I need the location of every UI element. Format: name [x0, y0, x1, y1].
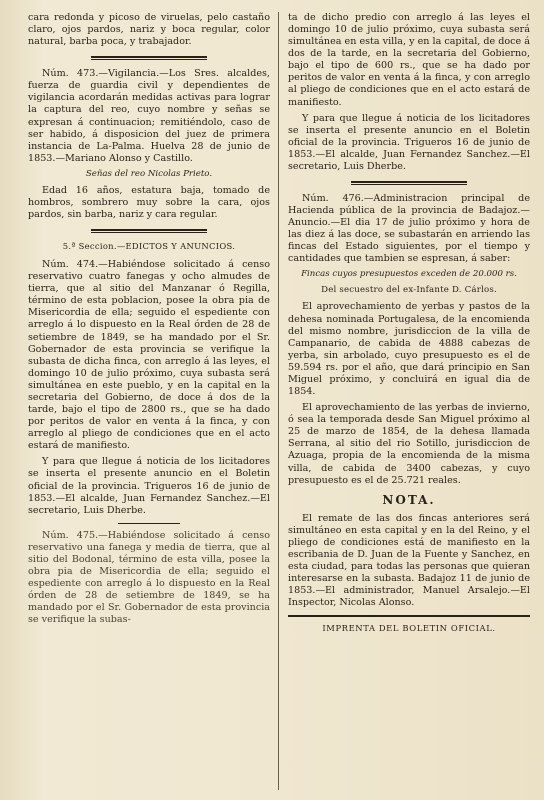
notice-473: Núm. 473.—Vigilancia.—Los Sres. alcaldes, fuerza de guardia civil y dependientes de vigilancia acordarán medidas activas para lograr la captura del reo, cuyo nombre y señas se expresan á continuacion; remitiéndolo, caso de ser habido, á disposicion del juez de primera instancia de La-Palma. Huelva 28 de junio de 1853.—Mariano Alonso y Castillo.	[28, 68, 270, 164]
text-paragraph: Edad 16 años, estatura baja, tomado de hombros, sombrero muy sobre la cara, ojos pardos, sin barba, nariz y cara regular.	[28, 184, 270, 221]
nota-heading: NOTA.	[382, 492, 436, 507]
left-column	[28, 12, 279, 790]
notice-476: Núm. 476.—Administracion principal de Hacienda pública de la provincia de Badajoz.—Anuncio.—El dia 17 de julio próximo y hora de las diez á las doce, se subastarán en arriendo las fincas del Estado siguientes, por el tiempo y cantidades que tambien se espresan, á saber:	[288, 193, 530, 265]
two-column-layout	[28, 12, 530, 790]
text-paragraph: El aprovechamiento de las yerbas de invierno, ó sea la temporada desde San Miguel próximo al 25 de marzo de 1854, de la dehesa llamada Serrana, al sitio del rio Sotillo, jurisdiccion de Azuaga, propia de la encomienda de la misma villa, de cabida de 3400 cabezas, y cuyo presupuesto es el de 25.721 reales.	[288, 402, 530, 486]
text-paragraph: El aprovechamiento de yerbas y pastos de la dehesa nominada Portugalesa, de la encomienda del mismo nombre, jurisdiccion de la villa de Campanario, de cabida de 4888 cabezas de yerba, sin arbolado, cuyo presupuesto es el de 59.594 rs. por el año, que dará principio en San Miguel próximo, y concluirá en igual dia de 1854.	[288, 301, 530, 398]
notice-474: Núm. 474.—Habiéndose solicitado á censo reservativo cuatro fanegas y ocho almudes de tierra, que al sitio del Manzanar ó Regilla, término de esta poblacion, posee la obra pia de Misericordia de ella; seguido el espediente con arreglo á lo dispuesto en la Real órden de 28 de setiembre de 1849, se ha mandado por el Sr. Gobernador de esta provincia se verifique la subasta de dicha finca, con arreglo á las leyes, el domingo 10 de julio próximo, cuya subasta será simultánea en este pueblo, y en la capital en la secretaria del Gobierno, de doce á dos de la tarde, bajo el tipo de 2800 rs., que se ha dado por peritos de valor en venta á la finca, y con arreglo al pliego de condiciones que en el acto estará de manifiesto.	[28, 259, 270, 452]
text-paragraph: cara redonda y picoso de viruelas, pelo castaño claro, ojos pardos, nariz y boca regular, color natural, barba poca, y trabajador.	[28, 12, 270, 48]
section-divider	[91, 56, 207, 60]
text-paragraph: Y para que llegue á noticia de los licitadores se inserta el presente anuncio en el Boletin oficial de la provincia. Trigueros 16 de junio de 1853.—El alcalde, Juan Fernandez Sanchez.—El secretario, Luis Dherbe.	[28, 456, 270, 516]
section-divider	[91, 229, 207, 233]
text-paragraph: ta de dicho predio con arreglo á las leyes el domingo 10 de julio próximo, cuya subasta será simultánea en esta villa, y en la capital, de doce á dos de la tarde, en la secretaria del Gobierno, bajo el tipo de 600 rs., que se ha dado por peritos de valor en venta á la finca, y con arreglo al pliego de condiciones que en el acto estará de manifiesto.	[288, 12, 530, 108]
section-divider	[118, 523, 181, 524]
text-paragraph: Y para que llegue á noticia de los licitadores se inserta el presente anuncio en el Boletin oficial de la provincia. Trigueros 16 de junio de 1853.—El alcalde, Juan Fernandez Sanchez.—El secretario, Luis Dherbe.	[288, 112, 530, 172]
text-paragraph: El remate de las dos fincas anteriores será simultáneo en esta capital y en la del Reino, y el pliego de condiciones está de manifiesto en la escribania de D. Juan de la Fuente y Sanchez, en esta ciudad, para todas las personas que quieran interesarse en la subasta. Badajoz 11 de junio de 1853.—El administrador, Manuel Arsalejo.—El Inspector, Nicolas Alonso.	[288, 512, 530, 609]
imprint-footer: IMPRENTA DEL BOLETIN OFICIAL.	[288, 615, 530, 633]
section-divider	[351, 181, 467, 185]
right-column	[279, 12, 530, 790]
section-heading: 5.ª Seccion.—EDICTOS Y ANUNCIOS.	[62, 241, 236, 252]
caption-senas-reo: Señas del reo Nicolas Prieto.	[85, 168, 213, 179]
caption-fincas: Fincas cuyos presupuestos exceden de 20.000 rs.	[301, 269, 517, 280]
caption-secuestro: Del secuestro del ex-Infante D. Cárlos.	[321, 285, 497, 296]
notice-475: Núm. 475.—Habiéndose solicitado á censo reservativo una fanega y media de tierra, que al sitio del Bodonal, término de esta villa, posee la obra pia de Misericordia de ella; seguido el espediente con arreglo á lo dispuesto en la Real órden de 28 de setiembre de 1849, se ha mandado por el Sr. Gobernador de esta provincia se verifique la subas-	[28, 529, 270, 626]
